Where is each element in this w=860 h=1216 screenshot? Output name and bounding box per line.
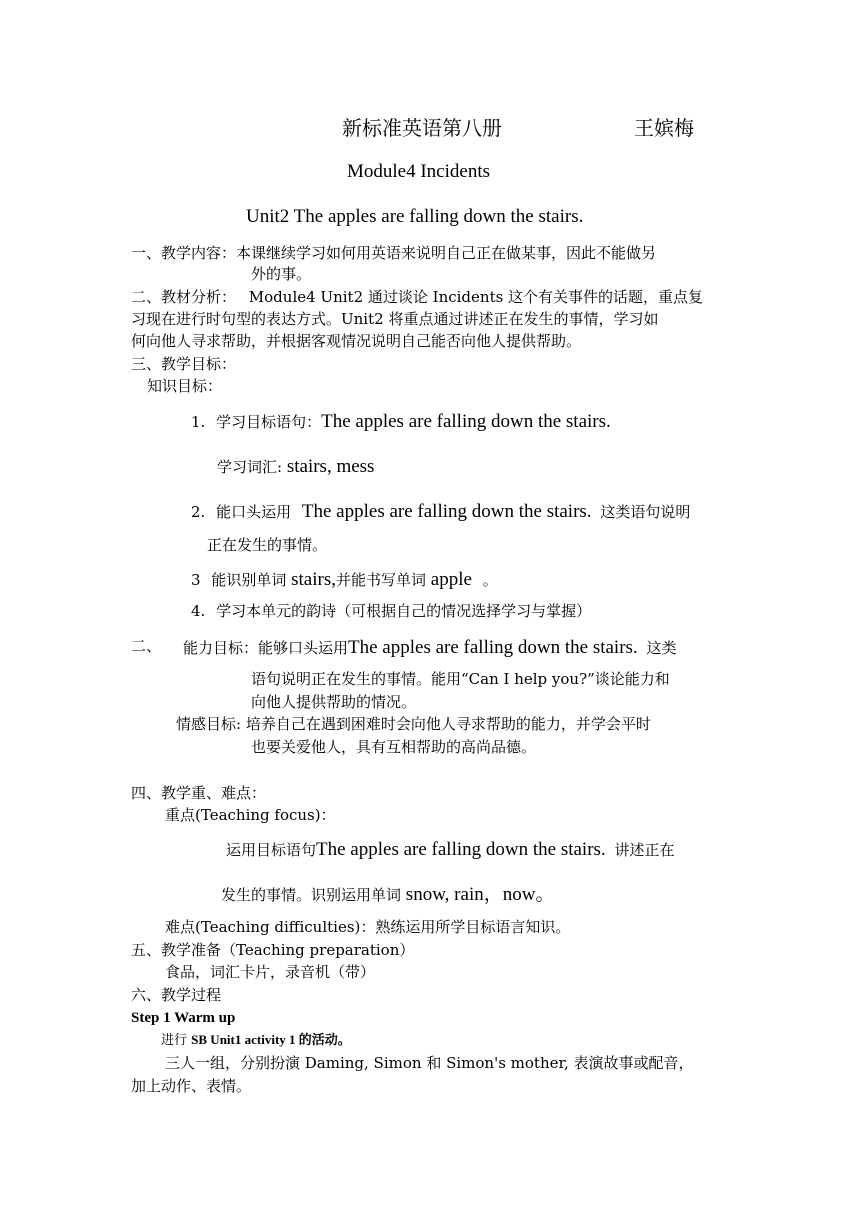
- goal-item-1-sentence: The apples are falling down the stairs.: [321, 411, 611, 432]
- book-title: 新标准英语第八册: [342, 116, 502, 140]
- goal-item-3: [191, 568, 498, 592]
- goal-item-3-text-a: 能识别单词: [211, 571, 287, 589]
- focus-line-2-words: snow, rain，now。: [405, 884, 555, 905]
- step-1-paragraph-line-2: 加上动作、表情。: [131, 1077, 252, 1095]
- author-name: 王嫔梅: [634, 116, 694, 140]
- unit-title: Unit2 The apples are falling down the stairs.: [246, 206, 584, 227]
- goal-item-4: [191, 601, 591, 621]
- goal-item-2: [191, 500, 690, 524]
- module-title: Module4 Incidents: [347, 161, 491, 182]
- section-4-heading: 四、教学重、难点：: [131, 784, 267, 802]
- emotion-goals-line-2: 也要关爱他人，具有互相帮助的高尚品德。: [251, 738, 537, 756]
- ability-goals-line-3: 向他人提供帮助的情况。: [251, 693, 417, 711]
- step-1-sub-label: 进行: [161, 1033, 188, 1048]
- goal-item-1-label: 学习目标语句：: [216, 413, 322, 431]
- ability-goals-tail: 这类: [646, 639, 677, 657]
- emotion-goals-line-1: 情感目标: 培养自己在遇到困难时会向他人寻求帮助的能力，并学会平时: [176, 715, 651, 733]
- focus-line-1-sentence: The apples are falling down the stairs.: [316, 839, 606, 860]
- ability-goals-sentence: The apples are falling down the stairs.: [348, 637, 638, 658]
- vocab-line: [217, 455, 374, 479]
- goal-item-3-end: 。: [482, 571, 498, 589]
- ability-goals-label: 能力目标：能够口头运用: [183, 639, 349, 657]
- focus-line-1-tail: 讲述正在: [614, 841, 675, 859]
- goal-item-2-continuation: 正在发生的事情。: [207, 536, 328, 554]
- goal-item-1: [191, 410, 611, 434]
- section-6-heading: 六、教学过程: [131, 986, 222, 1004]
- goal-item-3-text-c: 并能书写单词: [335, 571, 426, 589]
- section-2-label: 二、教材分析：: [131, 288, 237, 306]
- focus-line-2: [221, 883, 554, 907]
- knowledge-goals-label: 知识目标：: [147, 377, 223, 395]
- vocab-label: 学习词汇:: [217, 458, 283, 476]
- section-5-heading: 五、教学准备（Teaching preparation）: [131, 941, 415, 959]
- ability-goals-number: 二、: [131, 637, 162, 655]
- focus-line-1: [226, 838, 674, 862]
- goal-item-3-number: 3: [191, 571, 201, 589]
- section-1-heading: 一、教学内容：本课继续学习如何用英语来说明自己正在做某事，因此不能做另: [131, 244, 657, 262]
- goal-item-3-word-apple: apple: [430, 569, 472, 590]
- teaching-difficulties: 难点(Teaching difficulties)：熟练运用所学目标语言知识。: [165, 918, 571, 936]
- section-1-continuation: 外的事。: [251, 265, 312, 283]
- vocab-words: stairs, mess: [286, 456, 375, 477]
- ability-goals-line-1: [183, 636, 676, 660]
- step-1-subheading: [161, 1030, 351, 1051]
- section-2-heading: [131, 287, 703, 307]
- focus-line-2-label: 发生的事情。识别运用单词: [221, 886, 402, 904]
- goal-item-2-tail: 这类语句说明: [600, 503, 691, 521]
- goal-item-2-label: 能口头运用: [216, 503, 292, 521]
- preparation-items: 食品，词汇卡片，录音机（带）: [165, 963, 376, 981]
- section-3-heading: 三、教学目标：: [131, 355, 237, 373]
- ability-goals-line-2: 语句说明正在发生的事情。能用“Can I help you?”谈论能力和: [251, 670, 670, 688]
- step-1-heading: Step 1 Warm up: [131, 1010, 236, 1026]
- goal-item-2-sentence: The apples are falling down the stairs.: [301, 501, 592, 522]
- goal-item-1-number: 1.: [191, 413, 206, 431]
- section-2-line-2: 习现在进行时句型的表达方式。Unit2 将重点通过讲述正在发生的事情，学习如: [131, 310, 659, 328]
- section-2-line-1: Module4 Unit2 通过谈论 Incidents 这个有关事件的话题，重点复: [248, 288, 704, 306]
- focus-line-1-label: 运用目标语句: [226, 841, 317, 859]
- goal-item-3-word-stairs: stairs,: [291, 569, 336, 590]
- goal-item-2-number: 2.: [191, 503, 206, 521]
- section-2-line-3: 何向他人寻求帮助，并根据客观情况说明自己能否向他人提供帮助。: [131, 332, 582, 350]
- goal-item-4-text: 学习本单元的韵诗（可根据自己的情况选择学习与掌握）: [216, 602, 592, 620]
- teaching-focus-label: 重点(Teaching focus)：: [165, 806, 336, 824]
- goal-item-4-number: 4.: [191, 602, 206, 620]
- step-1-sub-activity: SB Unit1 activity 1 的活动。: [191, 1032, 351, 1047]
- step-1-paragraph-line-1: 三人一组，分别扮演 Daming, Simon 和 Simon's mother, 表演故事或配音，: [165, 1054, 694, 1072]
